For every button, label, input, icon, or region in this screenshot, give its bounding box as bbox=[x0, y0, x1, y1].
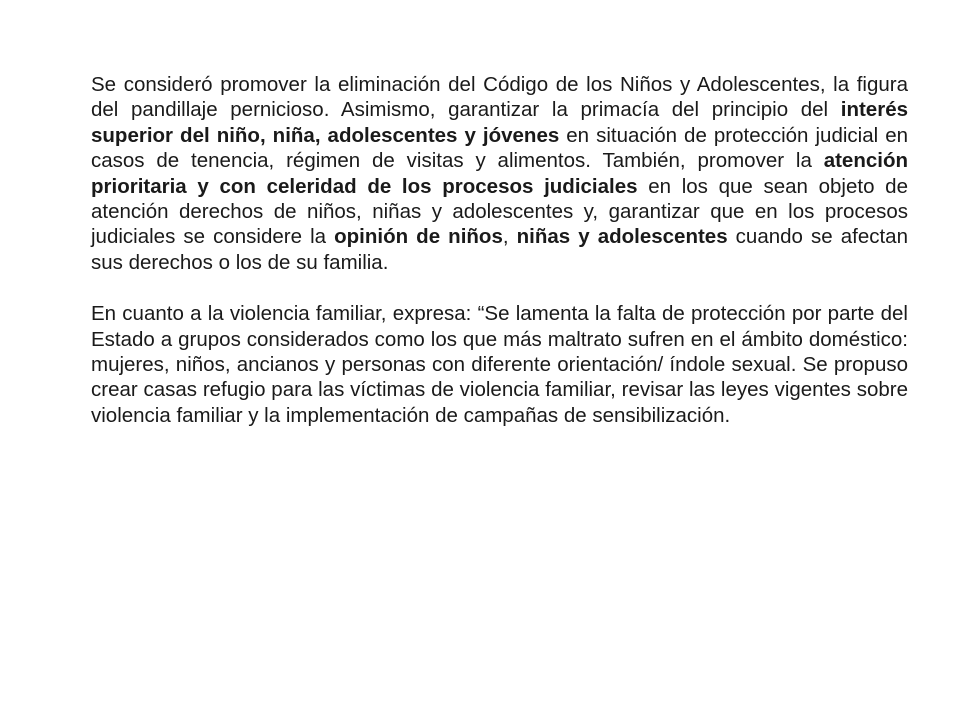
paragraph-1-run-7: , bbox=[502, 225, 517, 249]
slide-text-body bbox=[91, 72, 908, 428]
paragraph-family-violence: En cuanto a la violencia familiar, expresa: “Se lamenta la falta de protección por parte del Estado a grupos considerados como los que más maltrato sufren en el ámbito doméstico: mujeres, niños, ancianos y personas con diferente orientación/ índole sexual. Se propuso crear casas refugio para las víctimas de violencia familiar, revisar las leyes vigentes sobre violencia familiar y la implementación de campañas de sensibilización. bbox=[91, 302, 908, 427]
paragraph-1-run-6-bold: opinión de niños bbox=[334, 225, 503, 249]
paragraph-1-run-5: en los que sean objeto de atención derechos de niños, niñas y adolescentes y, garantizar que en los procesos judiciales se considere la bbox=[91, 174, 908, 249]
paragraph-1-run-4-bold: atención prioritaria y con celeridad de los procesos judiciales bbox=[91, 149, 908, 198]
paragraph-1-run-1: Se consideró promover la eliminación del Código de los Niños y Adolescentes, la figura del pandillaje pernicioso. Asimismo, garantizar la primacía del principio del bbox=[91, 73, 908, 122]
paragraph-1-run-8-bold: niñas y adolescentes bbox=[516, 225, 728, 249]
paragraph-children-rights bbox=[91, 72, 908, 275]
paragraph-1-run-3: en situación de protección judicial en casos de tenencia, régimen de visitas y alimentos. También, promover la bbox=[91, 123, 908, 173]
paragraph-1-run-2-bold: interés superior del niño, niña, adolescentes y jóvenes bbox=[91, 98, 908, 147]
paragraph-1-run-9: cuando se afectan sus derechos o los de su familia. bbox=[91, 225, 908, 274]
